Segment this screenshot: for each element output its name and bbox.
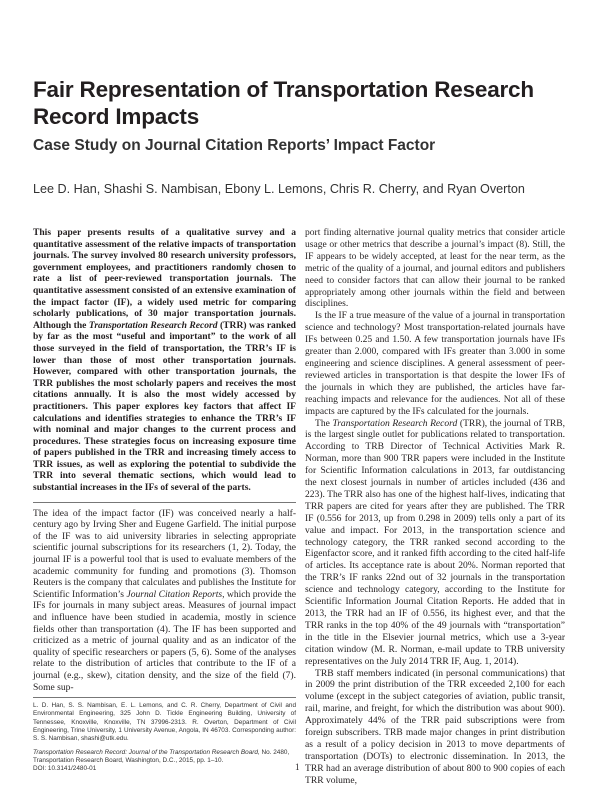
paragraph: TRB staff members indicated (in personal communications) that in 2009 the print distribution of the TRR exceeded 2,100 for each volume (except in the subject categories of aviation, public transit, rail, marine, and freight, for which the distribution was about 900). Approximately 44% of the TRR paid subscriptions were from foreign subscribers. TRB made major changes in print distribution as a result of a policy decision in 2013 to move departments of transportation (DOTs) to electronic dissemination. In 2013, the TRR had an average distribution of about 800 to 900 copies of each TRR volume, [305,667,565,786]
intro-text: The idea of the impact factor (IF) was conceived nearly a half-century ago by Irving Sher and Eugene Garfield. The initial purpose of the IF was to aid university libraries in selecting appropriate scientific journal subscriptions for its researchers (1, 2). Today, the journal IF is a powerful tool that is used to evaluate members of the academic community for funding and promotions (3). Thomson Reuters is the company that calculates and publishes the Institute for Scientific Information’s [33,507,296,600]
author-list: Lee D. Han, Shashi S. Nambisan, Ebony L. Lemons, Chris R. Cherry, and Ryan Overton [33,182,525,196]
abstract [33,227,296,494]
introduction [33,508,296,694]
page-number: 1 [295,762,300,772]
left-column [33,227,296,774]
footnote-divider [33,697,296,698]
abstract-text: This paper presents results of a qualitative survey and a quantitative assessment of the relative impacts of transportation journals. The survey involved 80 research university professors, government employees, and practitioners randomly chosen to rate a list of peer-reviewed transportation journals. The quantitative assessment consisted of an extensive examination of the impact factor (IF), a widely used metric for comparing scholarly publications, of 30 major transportation journals. Although the [33,227,296,331]
paragraph: Is the IF a true measure of the value of a journal in transportation science and technology? Most transportation-related journals have IFs between 0.25 and 1.50. A few transportation journals have IFs greater than 2.000, compared with IFs greater than 3.000 in some engineering and science disciplines. A general assessment of peer-reviewed articles in transportation is that despite the lower IFs of the journals in which they are published, the articles have far-reaching impacts and relevance for the audiences. Not all of these impacts are captured by the IFs calculated for the journals. [305,310,565,417]
author-affiliations: L. D. Han, S. S. Nambisan, E. L. Lemons, and C. R. Cherry, Department of Civil and Environmental Engineering, 325 John D. Tickle Engineering Building, University of Tennessee, Knoxville, Knoxville, TN 37996-2313. R. Overton, Department of Civil Engineering, Trine University, 1 University Avenue, Angola, IN 46703. Corresponding author: S. S. Nambisan, shashi@utk.edu. [33,702,296,743]
abstract-journal-name: Transportation Research Record [88,319,218,331]
abstract-divider [33,502,296,503]
journal-name: Transportation Research Record [332,417,458,429]
paper-title: Fair Representation of Transportation Research Record Impacts [33,77,534,129]
citation-details: No. 2480, Transportation Research Board, Washington, D.C., 2015, pp. 1–10. [33,748,290,764]
paragraph: port finding alternative journal quality metrics that consider article usage or other metrics that describe a journal’s impact (8). Still, the IF appears to be widely accepted, at least for the near term, as the metric of the quality of a journal, and journal editors and publishers need to consider factors that can allow their journal to be ranked appropriately among other journals within the field and between disciplines. [305,227,565,310]
journal-citation [33,749,296,774]
doi[interactable]: DOI: 10.3141/2480-01 [33,765,97,773]
abstract-text: (TRR) was ranked by far as the most “useful and important” to the work of all those surveyed in the field of transportation, the TRR’s IF is lower than those of most other transportation journals. However, compared with other transportation journals, the TRR publishes the most scholarly papers and receives the most citations annually. It is also the most widely accessed by practitioners. This paper explores key factors that affect IF calculations and identifies strategies to enhance the TRR’s IF with nominal and major changes to the current process and procedures. These strategies focus on increasing exposure time of papers published in the TRR and increasing timely access to TRR issues, as well as exploring the potential to subdivide the TRR into several thematic sections, which would lead to substantial increases in the IFs of several of the parts. [33,319,296,494]
intro-journal-name: Journal Citation Reports [126,588,223,600]
intro-text: , which provide the IFs for journals in many subject areas. Measures of journal impact and influence have been studied in academia, mostly in science fields other than transportation (4). The IF has been supported and criticized as a metric of journal quality and as an indicator of the quality of specific researchers or papers (5, 6). Some of the analyses relate to the distribution of articles that contribute to the IF of a journal (e.g., skew), citation density, and the size of the field (7). Some sup- [33,588,296,693]
paragraph-text: The [315,417,333,429]
paragraph [305,418,565,668]
paragraph-text: (TRR), the journal of TRB, is the largest single outlet for publications related to transportation. According to TRB Director of Technical Activities Mark R. Norman, more than 900 TRR papers were included in the Institute for Scientific Information calculations in 2013, far outdistancing the next closest journals in number of articles included (436 and 223). The TRR also has one of the highest half-lives, indicating that TRR papers are cited for years after they are published. The TRR IF (0.556 for 2013, up from 0.298 in 2009) tells only a part of its value and impact. For 2013, in the transportation science and technology category, the TRR ranked second according to the Eigenfactor score, and it ranked fifth according to the cited half-life of articles. Its acceptance rate is about 20%. Norman reported that the TRR’s IF ranks 22nd out of 32 journals in the transportation science and technology category, according to the Institute for Scientific Information Journal Citation Reports. He added that in 2013, the TRR had an IF of 0.556, its highest ever, and that the TRR ranks in the top 40% of the 49 journals with “transportation” in the title in the Elsevier journal metrics, which use a 3-year citation window (M. R. Norman, e-mail update to TRB university representatives on the July 2014 TRR IF, Aug. 1, 2014). [305,417,565,667]
right-column [305,227,565,787]
paper-subtitle: Case Study on Journal Citation Reports’ Impact Factor [33,137,436,154]
citation-journal: Transportation Research Record: Journal of the Transportation Research Board, [33,748,260,756]
